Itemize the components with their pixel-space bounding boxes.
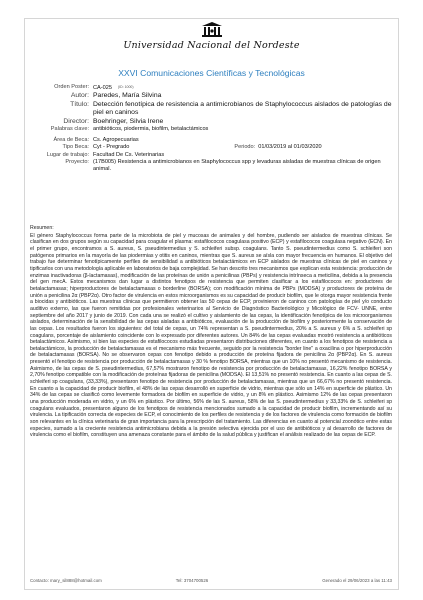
lugar-trabajo-value: Facultad De Cs. Veterinarias (93, 151, 165, 158)
id-tag: (ID: 1000) (117, 85, 134, 89)
orden-poster-code: CA-025 (93, 85, 112, 92)
palabras-clave-value: antibióticos, piodermia, biofilm, betalactámicos (93, 125, 209, 132)
autor-value: Paredes, María Silvina (93, 92, 162, 100)
lugar-trabajo-label: Lugar de trabajo: (46, 151, 89, 158)
periodo-value: 01/03/2019 al 01/03/2020 (258, 144, 322, 151)
proyecto-row (30, 159, 394, 173)
director-label: Director: (63, 117, 89, 125)
titulo-label: Título: (70, 100, 89, 108)
tipo-beca-label: Tipo Beca: (62, 144, 89, 151)
metadata-block (30, 84, 394, 173)
footer-tel: Tel: 3704700526 (175, 578, 209, 583)
footer-generated: Generado el 29/06/2023 a las 11:43 (322, 578, 392, 583)
palabras-clave-row (30, 126, 394, 133)
director-row (30, 118, 394, 126)
orden-poster-label: Orden Poster: (54, 84, 89, 90)
palabras-clave-label: Palabras clave: (50, 125, 89, 132)
footer-contact: Contacto: mary_sil888@hotmail.com (30, 578, 102, 583)
periodo-label: Periodo: (234, 144, 256, 151)
section-title: XXVI Comunicaciones Científicas y Tecnológicas (118, 68, 305, 78)
orden-poster-value (93, 84, 394, 92)
tipo-beca-value (93, 144, 394, 151)
lugar-trabajo-row (30, 152, 394, 159)
autor-label: Autor: (70, 92, 89, 100)
university-logo (0, 22, 423, 51)
university-name: Universidad Nacional del Nordeste (123, 40, 300, 51)
resumen-label: Resumen: (30, 225, 54, 231)
footer (30, 578, 392, 583)
area-beca-value: Cs. Agropecuarias (93, 137, 139, 144)
orden-poster-row (30, 84, 394, 92)
proyecto-value: (17B005) Resistencia a antimicrobianos en Staphylococcus spp y levaduras aisladas de muestras clínicas de origen animal. (93, 158, 381, 172)
tipo-beca-text: Cyt - Pregrado (93, 144, 130, 151)
autor-row (30, 92, 394, 100)
area-beca-label: Área de Beca: (53, 137, 89, 144)
proyecto-label: Proyecto: (65, 158, 89, 165)
area-beca-row (30, 137, 394, 144)
titulo-value: Detección fenotípica de resistencia a antimicrobianos de Staphylococcus aislados de patologías de piel en caninos (93, 100, 392, 117)
resumen-section (30, 225, 392, 439)
director-value: Boehringer, Silvia Irene (93, 117, 164, 125)
tipo-beca-row (30, 144, 394, 151)
periodo (234, 144, 321, 150)
titulo-row (30, 101, 394, 118)
crest-icon (201, 22, 223, 38)
resumen-text: El género Staphylococcus forma parte de la microbiota de piel y mucosas de animales y del hombre, pudiendo ser aislados de muestras clínicas. Se clasifican en dos grupos según su capacidad para coagular el plasma: estafilococos coagulasa positivo (ECP) y estafilococos coagulasa negativo (ECN). En el primer grupo, encontramos a S. aureus, S. pseudintermedius y S. schleiferi subsp. coagulans. Tanto S. pseudintermedius como S. schleiferi son patógenos primarios en la mayoría de las piodermias y otitis en caninos, mientras que S. aureus se aísla con mayor frecuencia en humanos. El objetivo del trabajo fue determinar fenotípicamente perfiles de sensibilidad a antibióticos betalactámicos en ECP aislados de muestras clínicas de piel en caninos y tipificarlos con una metodología aplicable en laboratorios de baja complejidad. Se han descrito tres mecanismos que explican esta resistencia: producción de enzimas inactivadoras (β-lactamasas), modificación de las proteínas de unión a penicilinas (PBPs) y resistencia intrínseca a meticilina, debida a la presencia del gen mecA. Estos mecanismos dan lugar a distintos fenotipos de resistencia que permiten clasificar a los estafilococos en: productores de betalactamasas; hiperproductores de betalactamasas o borderline (BORSA); con modificación mínima de PBPs (MODSA) y productores de proteína de unión a penicilina 2α (PBP2α). Otro factor de virulencia en estos microorganismos es su capacidad de producir biofilm, que le otorga mayor resistencia frente a biocidas y antibióticos. Las muestras clínicas que permitieron obtener las 50 cepas de ECP, provinieron de caninos con patologías de piel y/o conducto auditivo externo, las que fueron remitidas por profesionales veterinarios al Servicio de Diagnóstico Bacteriológico y Micológico de FCV- UNNE, entre septiembre del año 2017 y junio de 2019. Con cada una se realizó el cultivo y aislamiento de las cepas, la identificación fenotípica de los microorganismos aislados, determinación de la sensibilidad de las cepas aisladas a antibióticos, evaluación de la producción de biofilm y posteriormente la conservación de las cepas. Los resultados fueron los siguientes: del total de cepas, un 74% representan a S. pseudintermedius, 20% a S. aureus y 6% a S. schleiferi sp coagulans, porcentaje de aislamiento coincidente con lo expresado por diferentes autores. Un 84% de las cepas evaluadas mostró resistencia a antibióticos betalactámicos. Asimismo, si bien las especies de estafilococos estudiadas presentaron distribuciones diferentes, en cuanto a los fenotipos de resistencia a betalactámicos, la producción de betalactamasas es el mecanismo más frecuente, seguido por la resistencia "border line" a oxacilina o por hiperproducción de betalactamasas (BORSA). No se observaron cepas con fenotipo debido a producción de proteína fijadora de penicilina 2α (PBP2α). En S. aureus presentó el fenotipo de resistencia por producción de betalactamasas y 30 % fenotipo BORSA, mientras que un 10% no presentó mecanismo de resistencia. Asimismo, de las cepas de S. pseudintermedius, 67,57% mostraron fenotipo de resistencia por producción de betalactamasas, 16,22% fenotipo BORSA y 2,70% fenotipo compatible con la modificación de proteínas fijadoras de penicilina (MODSA). El 13,51% no presentó resistencia. En cuanto a las cepas de S. schleiferi sp coagulans, (33,33%), presentaron fenotipo de resistencia por producción de betalactamasas, mientras que un 66,67% no presentó resistencia. En cuanto a la capacidad de producir biofilm, el 48% de las cepas desarrolló en superficie de vidrio, mientras que sólo un 14% en superficie de plástico. Un 34% de las cepas se clasificó como levemente formadora de biofilm en superficie de vidrio, y un 8% en plástico. Asimismo 12% de las cepas presentaron una producción moderada en vidrio, y un 6% en plástico. Por último, 56% de las S. aureus, 58% de las S. pseudintermedius y 33,33% de S. schleiferi sp coagulans evaluados, presentaron alguno de los fenotipos de resistencia mencionados sumado a la capacidad de producir biofilm, incrementando así su virulencia. La tipificación correcta de especies de ECP, el conocimiento de los perfiles de resistencia y de los factores de virulencia como formación de biofilm son relevantes en la clínica veterinaria de gran importancia para la prescripción del tratamiento. Las diferencias en cuanto al potencial zoonótico entre estas especies, sumado a la creciente resistencia antimicrobiana debida a la presión selectiva ejercida por el uso de antibióticos y al desarrollo de factores de virulencia como el biofilm, constituyen una amenaza constante para el ámbito de la salud pública y justifican el análisis realizado de las cepas de ECP. (30, 232, 392, 439)
